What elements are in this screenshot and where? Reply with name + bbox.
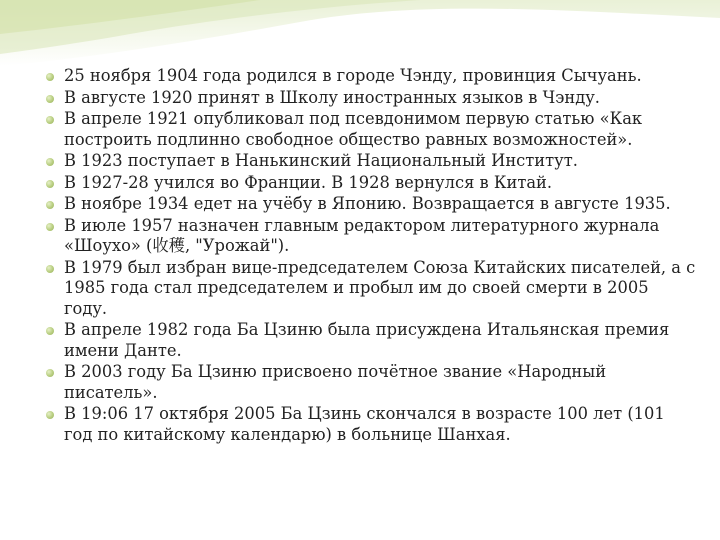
bullet-item — [46, 194, 696, 214]
bullet-dot-icon — [46, 411, 54, 419]
bullet-dot-icon — [46, 73, 54, 81]
bullet-text: В 2003 году Ба Цзиню присвоено почётное звание «Народный писатель». — [64, 362, 607, 402]
bullet-item — [46, 151, 696, 171]
bullet-dot-icon — [46, 223, 54, 231]
bullet-item — [46, 258, 696, 319]
bullet-item — [46, 109, 696, 150]
bullet-item — [46, 66, 696, 86]
bullet-text: В апреле 1982 года Ба Цзиню была присуждена Итальянская премия имени Данте. — [64, 320, 670, 360]
bullet-dot-icon — [46, 327, 54, 335]
bullet-item — [46, 88, 696, 108]
bullet-text: В августе 1920 принят в Школу иностранных языков в Чэнду. — [64, 87, 600, 107]
bullet-text: 25 ноября 1904 года родился в городе Чэнду, провинция Сычуань. — [64, 66, 642, 85]
bullet-dot-icon — [46, 116, 54, 124]
bullet-item — [46, 216, 696, 257]
bullet-text: В ноябре 1934 едет на учёбу в Японию. Возвращается в августе 1935. — [64, 194, 671, 214]
bullet-dot-icon — [46, 180, 54, 188]
bullet-list — [46, 66, 696, 446]
bullet-item — [46, 320, 696, 361]
bullet-text: В 19:06 17 октября 2005 Ба Цзинь скончался в возрасте 100 лет (101 год по китайскому календарю) в больнице Шанхая. — [64, 404, 665, 444]
bullet-text: В 1927-28 учился во Франции. В 1928 вернулся в Китай. — [64, 172, 553, 192]
bullet-text: В апреле 1921 опубликовал под псевдонимом первую статью «Как построить подлинно свободное общество равных возможностей». — [64, 109, 643, 149]
bullet-dot-icon — [46, 158, 54, 166]
bullet-item — [46, 362, 696, 403]
bullet-item — [46, 173, 696, 193]
bullet-dot-icon — [46, 201, 54, 209]
bullet-dot-icon — [46, 265, 54, 273]
bullet-text: В 1923 поступает в Нанькинский Национальный Институт. — [64, 151, 578, 171]
bullet-text: В 1979 был избран вице-председателем Союза Китайских писателей, а с 1985 года стал председателем и пробыл им до своей смерти в 2005 году. — [64, 257, 696, 318]
bullet-item — [46, 404, 696, 445]
bullet-text: В июле 1957 назначен главным редактором литературного журнала «Шоухо» (收穫, "Урожай"). — [64, 215, 660, 256]
bullet-dot-icon — [46, 95, 54, 103]
bullet-dot-icon — [46, 369, 54, 377]
